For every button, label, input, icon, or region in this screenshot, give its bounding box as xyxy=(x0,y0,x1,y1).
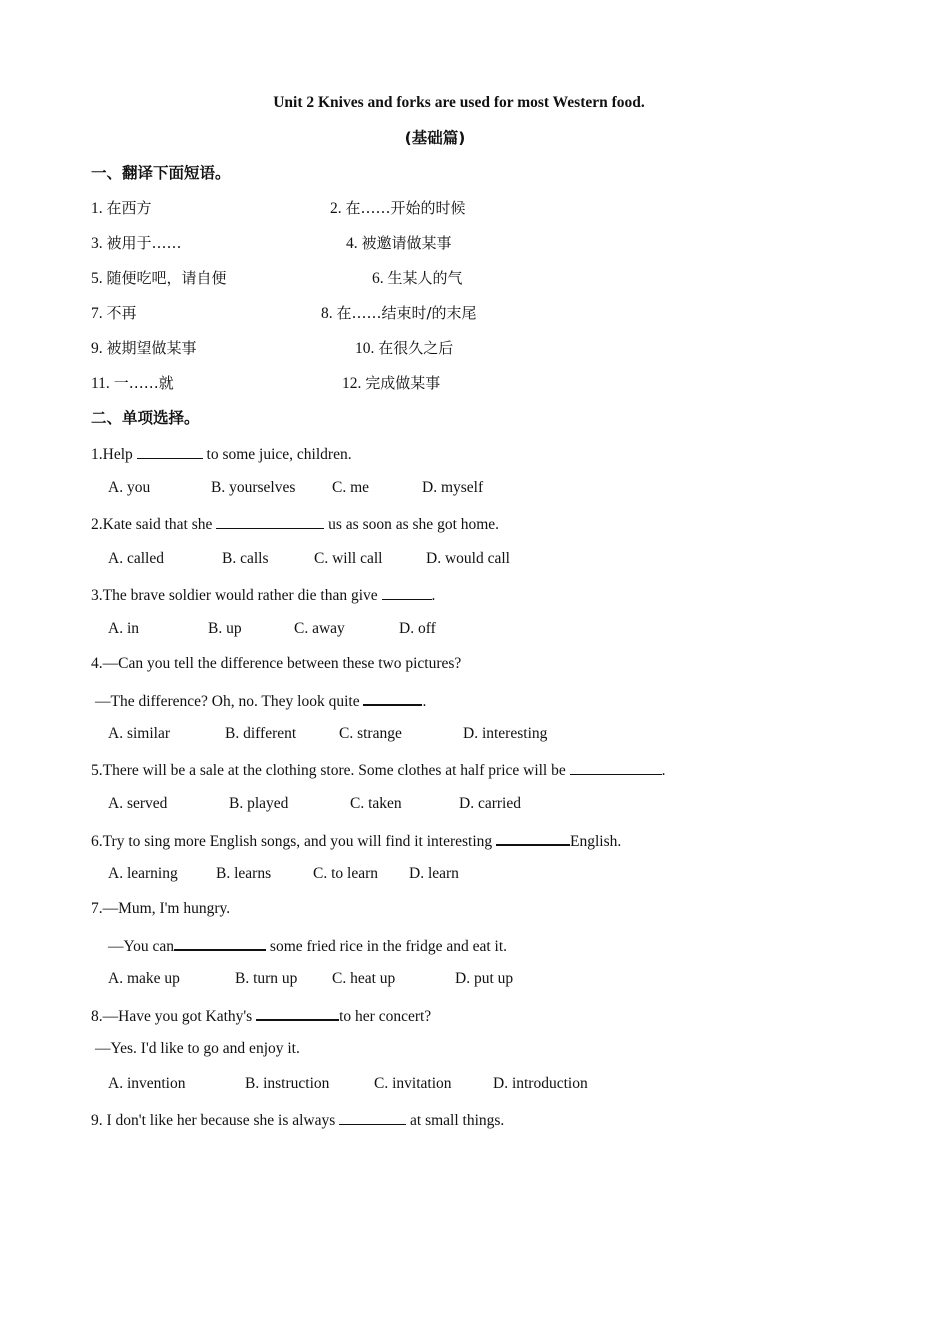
question-4-reply: —The difference? Oh, no. They look quite . xyxy=(95,689,426,712)
q7-option-a[interactable]: A. make up xyxy=(108,970,180,987)
q4-option-c[interactable]: C. strange xyxy=(339,725,402,742)
q3-option-d[interactable]: D. off xyxy=(399,620,436,637)
q5-option-a[interactable]: A. served xyxy=(108,795,168,812)
answer-blank[interactable] xyxy=(339,1109,406,1125)
q2-option-b[interactable]: B. calls xyxy=(222,550,269,567)
q1-option-b[interactable]: B. yourselves xyxy=(211,479,296,496)
phrase-4: 4. 被邀请做某事 xyxy=(346,234,452,252)
phrase-6: 6. 生某人的气 xyxy=(372,269,463,287)
question-7: 7.—Mum, I'm hungry. xyxy=(91,900,231,917)
question-9: 9. I don't like her because she is always at small things. xyxy=(91,1109,504,1131)
q1-option-c[interactable]: C. me xyxy=(332,479,370,496)
phrase-7: 7. 不再 xyxy=(91,304,137,322)
q3-option-b[interactable]: B. up xyxy=(208,620,242,637)
answer-blank[interactable] xyxy=(496,829,570,846)
q6-option-c[interactable]: C. to learn xyxy=(313,865,378,882)
phrase-11: 11. 一……就 xyxy=(91,374,174,392)
q2-option-a[interactable]: A. called xyxy=(108,550,164,567)
answer-blank[interactable] xyxy=(382,584,432,600)
q8-option-b[interactable]: B. instruction xyxy=(245,1075,330,1092)
q5-option-d[interactable]: D. carried xyxy=(459,795,521,812)
q5-option-b[interactable]: B. played xyxy=(229,795,289,812)
q2-option-c[interactable]: C. will call xyxy=(314,550,383,567)
question-3: 3.The brave soldier would rather die than give . xyxy=(91,584,435,606)
phrase-2: 2. 在……开始的时候 xyxy=(330,199,466,217)
section2-heading: 二、单项选择。 xyxy=(91,409,200,427)
phrase-5: 5. 随便吃吧，请自便 xyxy=(91,269,227,287)
q6-option-a[interactable]: A. learning xyxy=(108,865,178,882)
question-7-reply: —You can some fried rice in the fridge and eat it. xyxy=(108,934,507,957)
question-1: 1.Help to some juice, children. xyxy=(91,443,352,465)
worksheet-title: Unit 2 Knives and forks are used for most Western food. xyxy=(273,94,645,111)
q4-option-a[interactable]: A. similar xyxy=(108,725,170,742)
question-4: 4.—Can you tell the difference between these two pictures? xyxy=(91,655,462,672)
q7-option-b[interactable]: B. turn up xyxy=(235,970,298,987)
phrase-8: 8. 在……结束时/的末尾 xyxy=(321,304,477,322)
answer-blank[interactable] xyxy=(570,759,662,775)
q5-option-c[interactable]: C. taken xyxy=(350,795,402,812)
q3-option-c[interactable]: C. away xyxy=(294,620,345,637)
q1-option-a[interactable]: A. you xyxy=(108,479,151,496)
q2-option-d[interactable]: D. would call xyxy=(426,550,510,567)
q8-option-a[interactable]: A. invention xyxy=(108,1075,186,1092)
question-2: 2.Kate said that she us as soon as she got home. xyxy=(91,513,499,535)
phrase-9: 9. 被期望做某事 xyxy=(91,339,197,357)
answer-blank[interactable] xyxy=(363,689,422,706)
phrase-3: 3. 被用于…… xyxy=(91,234,182,252)
q8-option-d[interactable]: D. introduction xyxy=(493,1075,588,1092)
answer-blank[interactable] xyxy=(216,513,324,529)
question-8: 8.—Have you got Kathy's to her concert? xyxy=(91,1004,431,1027)
q3-option-a[interactable]: A. in xyxy=(108,620,139,637)
answer-blank[interactable] xyxy=(174,934,266,951)
q1-option-d[interactable]: D. myself xyxy=(422,479,484,496)
answer-blank[interactable] xyxy=(137,443,203,459)
answer-blank[interactable] xyxy=(256,1004,339,1021)
q8-option-c[interactable]: C. invitation xyxy=(374,1075,452,1092)
worksheet-subtitle: (基础篇) xyxy=(404,129,466,147)
phrase-1: 1. 在西方 xyxy=(91,199,152,217)
question-8-reply: —Yes. I'd like to go and enjoy it. xyxy=(95,1040,300,1057)
q4-option-b[interactable]: B. different xyxy=(225,725,297,742)
q7-option-d[interactable]: D. put up xyxy=(455,970,514,987)
q6-option-b[interactable]: B. learns xyxy=(216,865,272,882)
phrase-12: 12. 完成做某事 xyxy=(342,374,441,392)
question-5: 5.There will be a sale at the clothing store. Some clothes at half price will be . xyxy=(91,759,666,781)
phrase-10: 10. 在很久之后 xyxy=(355,339,454,357)
section1-heading: 一、翻译下面短语。 xyxy=(91,164,231,182)
question-6: 6.Try to sing more English songs, and you will find it interesting English. xyxy=(91,829,621,852)
q7-option-c[interactable]: C. heat up xyxy=(332,970,396,987)
q6-option-d[interactable]: D. learn xyxy=(409,865,459,882)
q4-option-d[interactable]: D. interesting xyxy=(463,725,548,742)
